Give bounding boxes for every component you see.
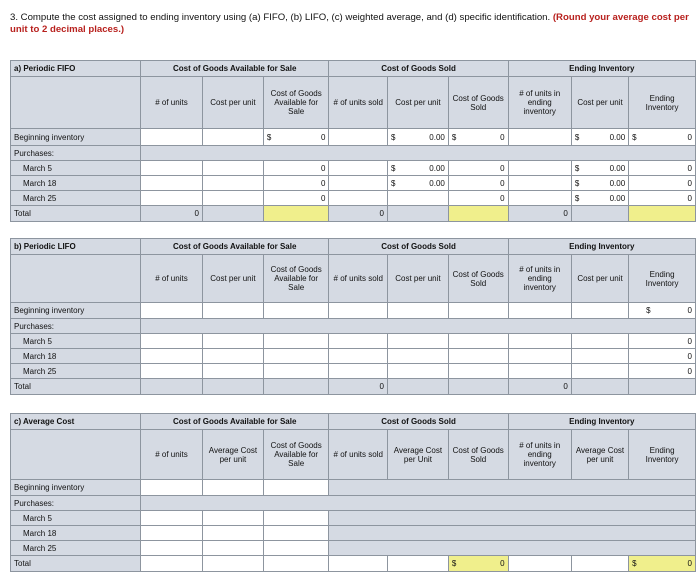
fifo-total-cogs <box>448 206 508 222</box>
col-avg-cost-per-unit: Average Cost per unit <box>203 430 264 480</box>
fifo-total-sold-cpu <box>388 206 449 222</box>
lifo-m5-cpu-input[interactable] <box>203 334 264 349</box>
fifo-m5-ending-cpu-input[interactable]: $ 0.00 <box>571 161 628 176</box>
lifo-total-sold-cpu <box>388 379 449 395</box>
fifo-m25-ending-units-input[interactable] <box>508 191 571 206</box>
fifo-m18-units-input[interactable] <box>140 176 202 191</box>
fifo-m18-avail: 0 <box>263 176 329 191</box>
avg-m18-avail <box>263 526 329 541</box>
fifo-m5-ending-inv: 0 <box>629 161 696 176</box>
lifo-total-ending-units: 0 <box>508 379 571 395</box>
fifo-m5-units-input[interactable] <box>140 161 202 176</box>
fifo-total-ending-inv <box>629 206 696 222</box>
col-units-sold: # of units sold <box>329 255 388 303</box>
fifo-beg-sold-cpu-input[interactable]: $ 0.00 <box>388 129 449 146</box>
lifo-m25-sold-input[interactable] <box>329 364 388 379</box>
fifo-beg-ending-inv: $ 0 <box>629 129 696 146</box>
lifo-m5-sold-input[interactable] <box>329 334 388 349</box>
lifo-total-units <box>140 379 202 395</box>
fifo-group-sold: Cost of Goods Sold <box>329 61 508 77</box>
lifo-m5-ending-units-input[interactable] <box>508 334 571 349</box>
fifo-m18-cogs: 0 <box>448 176 508 191</box>
row-label-total: Total <box>11 379 141 395</box>
fifo-total-ending-cpu <box>571 206 628 222</box>
avg-section <box>10 413 696 572</box>
lifo-beg-ending-inv: $ 0 <box>629 303 696 319</box>
lifo-m18-sold-input[interactable] <box>329 349 388 364</box>
lifo-m25-ending-cpu-input[interactable] <box>571 364 628 379</box>
col-cost-per-unit: Cost per unit <box>203 255 264 303</box>
lifo-m18-sold-cpu-input[interactable] <box>388 349 449 364</box>
row-label-march-5: March 5 <box>11 511 141 526</box>
fifo-beg-sold-input[interactable] <box>329 129 388 146</box>
lifo-m5-sold-cpu-input[interactable] <box>388 334 449 349</box>
fifo-m18-ending-units-input[interactable] <box>508 176 571 191</box>
lifo-m5-cogs <box>448 334 508 349</box>
blank-header <box>11 77 141 129</box>
fifo-total-ending-units: 0 <box>508 206 571 222</box>
col-cost-per-unit: Cost per unit <box>203 77 264 129</box>
col-ending-units: # of units in ending inventory <box>508 430 571 480</box>
lifo-beg-sold-input[interactable] <box>329 303 388 319</box>
row-label-march-18: March 18 <box>11 349 141 364</box>
fifo-m25-cogs: 0 <box>448 191 508 206</box>
row-label-march-25: March 25 <box>11 541 141 556</box>
fifo-m18-ending-inv: 0 <box>629 176 696 191</box>
avg-m18-spacer <box>329 526 696 541</box>
col-ending-cost-per-unit: Cost per unit <box>571 77 628 129</box>
purchases-spacer <box>140 496 695 511</box>
row-label-purchases: Purchases: <box>11 146 141 161</box>
fifo-m5-cogs: 0 <box>448 161 508 176</box>
avg-group-ending: Ending Inventory <box>508 414 695 430</box>
row-label-total: Total <box>11 556 141 572</box>
fifo-m25-sold-cpu-input[interactable] <box>388 191 449 206</box>
col-ending-inventory: Ending Inventory <box>629 77 696 129</box>
fifo-group-ending: Ending Inventory <box>508 61 695 77</box>
col-ending-units: # of units in ending inventory <box>508 255 571 303</box>
lifo-m18-units-input[interactable] <box>140 349 202 364</box>
avg-beg-spacer <box>329 480 696 496</box>
lifo-beg-cogs <box>448 303 508 319</box>
lifo-total-cogs <box>448 379 508 395</box>
col-sold-avg-cost-per-unit: Average Cost per Unit <box>388 430 449 480</box>
avg-title: c) Average Cost <box>11 414 141 430</box>
avg-total-units-input[interactable] <box>140 556 202 572</box>
col-ending-cost-per-unit: Cost per unit <box>571 255 628 303</box>
fifo-section <box>10 60 696 222</box>
question-rounding-note: (Round your average cost per unit to 2 decimal places.) <box>10 12 689 35</box>
fifo-beg-ending-cpu-input[interactable]: $ 0.00 <box>571 129 628 146</box>
lifo-title: b) Periodic LIFO <box>11 239 141 255</box>
fifo-total-units: 0 <box>140 206 202 222</box>
lifo-m18-ending-cpu-input[interactable] <box>571 349 628 364</box>
blank-header <box>11 430 141 480</box>
lifo-m5-avail <box>263 334 329 349</box>
avg-total-sold-cpu-input[interactable] <box>388 556 449 572</box>
fifo-beg-cogs: $ 0 <box>448 129 508 146</box>
fifo-m25-ending-inv: 0 <box>629 191 696 206</box>
avg-group-available: Cost of Goods Available for Sale <box>140 414 329 430</box>
col-units: # of units <box>140 255 202 303</box>
lifo-beg-cpu-input[interactable] <box>203 303 264 319</box>
lifo-m18-cpu-input[interactable] <box>203 349 264 364</box>
avg-m5-cpu-input[interactable] <box>203 511 264 526</box>
fifo-m5-sold-cpu-input[interactable]: $ 0.00 <box>388 161 449 176</box>
col-ending-avg-cost-per-unit: Average Cost per unit <box>571 430 628 480</box>
question-text <box>10 12 695 36</box>
fifo-m25-avail: 0 <box>263 191 329 206</box>
lifo-beg-ending-cpu-input[interactable] <box>571 303 628 319</box>
row-label-purchases: Purchases: <box>11 496 141 511</box>
fifo-total-avail <box>263 206 329 222</box>
lifo-m25-ending-units-input[interactable] <box>508 364 571 379</box>
fifo-beg-cpu-input[interactable] <box>203 129 264 146</box>
fifo-beg-ending-units-input[interactable] <box>508 129 571 146</box>
fifo-m5-sold-input[interactable] <box>329 161 388 176</box>
lifo-m18-ending-units-input[interactable] <box>508 349 571 364</box>
lifo-m25-avail <box>263 364 329 379</box>
fifo-beg-avail: $ 0 <box>263 129 329 146</box>
lifo-total-avail <box>263 379 329 395</box>
avg-beg-units-input[interactable] <box>140 480 202 496</box>
col-cogs: Cost of Goods Sold <box>448 255 508 303</box>
avg-m5-units-input[interactable] <box>140 511 202 526</box>
lifo-m18-avail <box>263 349 329 364</box>
lifo-beg-ending-units-input[interactable] <box>508 303 571 319</box>
col-units-sold: # of units sold <box>329 77 388 129</box>
lifo-group-available: Cost of Goods Available for Sale <box>140 239 329 255</box>
col-cogs-available: Cost of Goods Available for Sale <box>263 430 329 480</box>
row-label-march-5: March 5 <box>11 334 141 349</box>
avg-total-sold-input[interactable] <box>329 556 388 572</box>
col-cogs-available: Cost of Goods Available for Sale <box>263 255 329 303</box>
lifo-group-ending: Ending Inventory <box>508 239 695 255</box>
lifo-m5-ending-inv: 0 <box>629 334 696 349</box>
lifo-total-ending-inv <box>629 379 696 395</box>
blank-header <box>11 255 141 303</box>
lifo-m5-units-input[interactable] <box>140 334 202 349</box>
fifo-m25-units-input[interactable] <box>140 191 202 206</box>
fifo-m18-cpu-input[interactable] <box>203 176 264 191</box>
avg-total-cpu-input[interactable] <box>203 556 264 572</box>
lifo-m18-ending-inv: 0 <box>629 349 696 364</box>
avg-total-avail-input[interactable] <box>263 556 329 572</box>
fifo-m18-ending-cpu-input[interactable]: $ 0.00 <box>571 176 628 191</box>
row-label-march-5: March 5 <box>11 161 141 176</box>
avg-total-ending-inv: $ 0 <box>629 556 696 572</box>
col-sold-cost-per-unit: Cost per unit <box>388 255 449 303</box>
avg-beg-avail <box>263 480 329 496</box>
col-ending-units: # of units in ending inventory <box>508 77 571 129</box>
row-label-march-25: March 25 <box>11 191 141 206</box>
col-ending-inventory: Ending Inventory <box>629 430 696 480</box>
avg-m25-avail <box>263 541 329 556</box>
purchases-spacer <box>140 146 695 161</box>
fifo-title: a) Periodic FIFO <box>11 61 141 77</box>
col-units: # of units <box>140 77 202 129</box>
avg-m18-units-input[interactable] <box>140 526 202 541</box>
fifo-m18-sold-cpu-input[interactable]: $ 0.00 <box>388 176 449 191</box>
lifo-total-cpu <box>203 379 264 395</box>
lifo-m25-cpu-input[interactable] <box>203 364 264 379</box>
fifo-m5-avail: 0 <box>263 161 329 176</box>
lifo-m25-cogs <box>448 364 508 379</box>
lifo-table <box>10 238 696 395</box>
lifo-m25-sold-cpu-input[interactable] <box>388 364 449 379</box>
col-units: # of units <box>140 430 202 480</box>
fifo-m5-ending-units-input[interactable] <box>508 161 571 176</box>
lifo-group-sold: Cost of Goods Sold <box>329 239 508 255</box>
col-cogs: Cost of Goods Sold <box>448 430 508 480</box>
lifo-beg-units-input[interactable] <box>140 303 202 319</box>
avg-m25-cpu-input[interactable] <box>203 541 264 556</box>
avg-total-ending-units-input[interactable] <box>508 556 571 572</box>
col-units-sold: # of units sold <box>329 430 388 480</box>
avg-m5-avail <box>263 511 329 526</box>
row-label-total: Total <box>11 206 141 222</box>
lifo-beg-sold-cpu-input[interactable] <box>388 303 449 319</box>
avg-m5-spacer <box>329 511 696 526</box>
avg-total-cogs: $ 0 <box>448 556 508 572</box>
row-label-march-18: March 18 <box>11 526 141 541</box>
avg-group-sold: Cost of Goods Sold <box>329 414 508 430</box>
col-ending-inventory: Ending Inventory <box>629 255 696 303</box>
avg-table <box>10 413 696 572</box>
lifo-m5-ending-cpu-input[interactable] <box>571 334 628 349</box>
col-cogs: Cost of Goods Sold <box>448 77 508 129</box>
row-label-beginning: Beginning inventory <box>11 129 141 146</box>
row-label-beginning: Beginning inventory <box>11 303 141 319</box>
fifo-total-sold: 0 <box>329 206 388 222</box>
fifo-group-available: Cost of Goods Available for Sale <box>140 61 329 77</box>
avg-total-ending-cpu-input[interactable] <box>571 556 628 572</box>
fifo-table <box>10 60 696 222</box>
lifo-m25-ending-inv: 0 <box>629 364 696 379</box>
fifo-m25-ending-cpu-input[interactable]: $ 0.00 <box>571 191 628 206</box>
lifo-section <box>10 238 696 395</box>
lifo-beg-avail <box>263 303 329 319</box>
purchases-spacer <box>140 319 695 334</box>
row-label-march-18: March 18 <box>11 176 141 191</box>
avg-m18-cpu-input[interactable] <box>203 526 264 541</box>
fifo-m5-cpu-input[interactable] <box>203 161 264 176</box>
fifo-m25-cpu-input[interactable] <box>203 191 264 206</box>
row-label-march-25: March 25 <box>11 364 141 379</box>
fifo-m18-sold-input[interactable] <box>329 176 388 191</box>
col-cogs-available: Cost of Goods Available for Sale <box>263 77 329 129</box>
lifo-total-sold: 0 <box>329 379 388 395</box>
fifo-beg-units-input[interactable] <box>140 129 202 146</box>
col-sold-cost-per-unit: Cost per unit <box>388 77 449 129</box>
lifo-total-ending-cpu <box>571 379 628 395</box>
row-label-beginning: Beginning inventory <box>11 480 141 496</box>
fifo-total-cpu <box>203 206 264 222</box>
avg-m25-spacer <box>329 541 696 556</box>
lifo-m25-units-input[interactable] <box>140 364 202 379</box>
avg-m25-units-input[interactable] <box>140 541 202 556</box>
fifo-m25-sold-input[interactable] <box>329 191 388 206</box>
avg-beg-cpu-input[interactable] <box>203 480 264 496</box>
row-label-purchases: Purchases: <box>11 319 141 334</box>
lifo-m18-cogs <box>448 349 508 364</box>
question-body: 3. Compute the cost assigned to ending inventory using (a) FIFO, (b) LIFO, (c) weighted average, and (d) specific identification. <box>10 12 551 23</box>
